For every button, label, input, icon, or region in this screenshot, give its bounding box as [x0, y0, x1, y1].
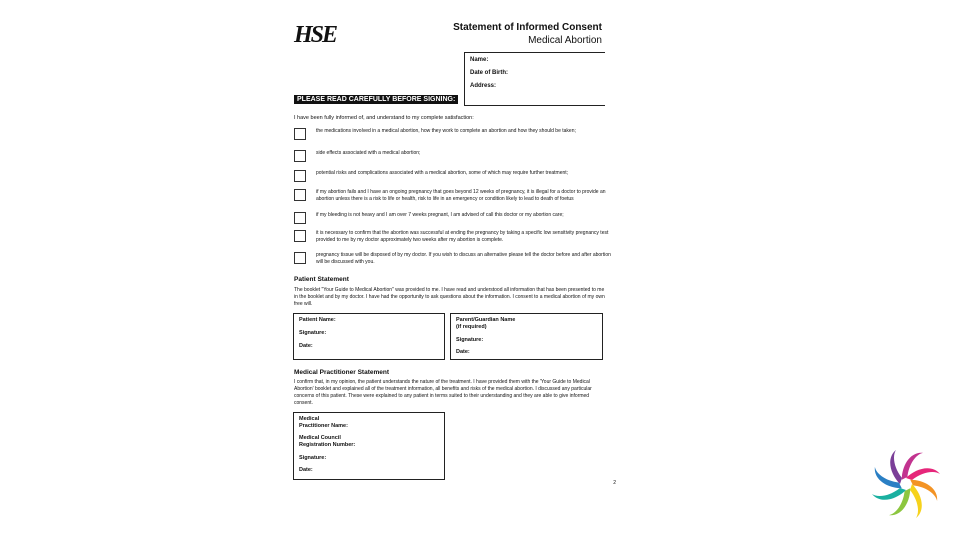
consent-item [294, 170, 616, 190]
swirl-petal [890, 450, 902, 484]
practitioner-name-label-2: Practitioner Name: [299, 423, 348, 429]
consent-item-text: if my bleeding is not heavy and I am over 7 weeks pregnant, I am advised of call this doctor or my abortion care; [316, 212, 564, 218]
guardian-name-label: Parent/Guardian Name [456, 317, 516, 323]
guardian-signature-box [450, 313, 603, 360]
practitioner-statement-text: I confirm that, in my opinion, the patient understands the nature of the treatment. I have provided them with the 'Your Guide to Medical Abortion' booklet and explained all of the treatment information, all benefits and risks of the medical abortion. I discussed any particular concerns of this patient. These were explained to any patient in terms suited to their understanding and they are able to give informed consent. [294, 379, 592, 406]
consent-item-text: the medications involved in a medical abortion, how they work to complete an abortion and how they should be taken; [316, 128, 576, 134]
consent-item [294, 212, 616, 232]
checkbox[interactable] [294, 252, 306, 264]
date-label: Date: [456, 349, 470, 355]
consent-item-text: potential risks and complications associated with a medical abortion, some of which may require further treatment; [316, 170, 569, 176]
swirl-petal [872, 488, 906, 500]
checkbox[interactable] [294, 170, 306, 182]
hse-logo: HSE [294, 22, 337, 48]
practitioner-name-label: Medical [299, 416, 320, 422]
checkbox[interactable] [294, 128, 306, 140]
guardian-required-note: (if required) [456, 324, 487, 330]
consent-item-text: pregnancy tissue will be disposed of by my doctor. If you wish to discuss an alternative please tell the doctor before and after abortion will be discussed with you. [316, 252, 611, 265]
checkbox[interactable] [294, 230, 306, 242]
consent-item-text: it is necessary to confirm that the abortion was successful at ending the pregnancy by taking a specific low sensitivity pregnancy test provided to me by my doctor approximately two weeks after my abortion is complete. [316, 230, 609, 243]
checkbox[interactable] [294, 212, 306, 224]
checkbox[interactable] [294, 189, 306, 201]
signature-label: Signature: [299, 455, 327, 461]
read-carefully-banner: PLEASE READ CAREFULLY BEFORE SIGNING: [294, 95, 458, 104]
patient-details-box [464, 52, 605, 106]
swirl-logo-icon [866, 444, 946, 524]
date-label: Date: [299, 467, 313, 473]
practitioner-signature-box [293, 412, 445, 480]
name-label: Name: [470, 57, 489, 63]
consent-item-text: side effects associated with a medical abortion; [316, 150, 421, 156]
consent-item-text: if my abortion fails and I have an ongoing pregnancy that goes beyond 12 weeks of pregnancy, it is illegal for a doctor to provide an abortion unless there is a risk to life or health, risk to life in an emergency or condition likely to lead to death of foetus [316, 189, 606, 202]
signature-label: Signature: [299, 330, 327, 336]
page-number: 2 [613, 480, 616, 486]
consent-item [294, 150, 616, 170]
consent-item [294, 128, 616, 148]
medical-council-label: Medical Council [299, 435, 341, 441]
checkbox[interactable] [294, 150, 306, 162]
consent-item [294, 189, 616, 209]
consent-item [294, 230, 616, 250]
signature-label: Signature: [456, 337, 484, 343]
swirl-petals [871, 449, 941, 519]
registration-number-label: Registration Number: [299, 442, 356, 448]
consent-item [294, 252, 616, 272]
consent-document [288, 14, 618, 514]
patient-statement-heading: Patient Statement [294, 276, 349, 283]
swirl-petal [910, 484, 922, 518]
document-subtitle: Medical Abortion [528, 35, 602, 46]
dob-label: Date of Birth: [470, 70, 508, 76]
patient-name-label: Patient Name: [299, 317, 336, 323]
practitioner-statement-heading: Medical Practitioner Statement [294, 369, 389, 376]
patient-signature-box [293, 313, 445, 360]
document-title: Statement of Informed Consent [453, 22, 602, 33]
swirl-petal [906, 468, 940, 480]
intro-text: I have been fully informed of, and understand to my complete satisfaction: [294, 115, 474, 121]
patient-statement-text: The booklet "Your Guide to Medical Abortion" was provided to me. I have read and understood all information that has been presented to me in the booklet and by my doctor. I have had the opportunity to ask questions about the information. I consent to a medical abortion of my own free will. [294, 287, 605, 307]
address-label: Address: [470, 83, 497, 89]
date-label: Date: [299, 343, 313, 349]
